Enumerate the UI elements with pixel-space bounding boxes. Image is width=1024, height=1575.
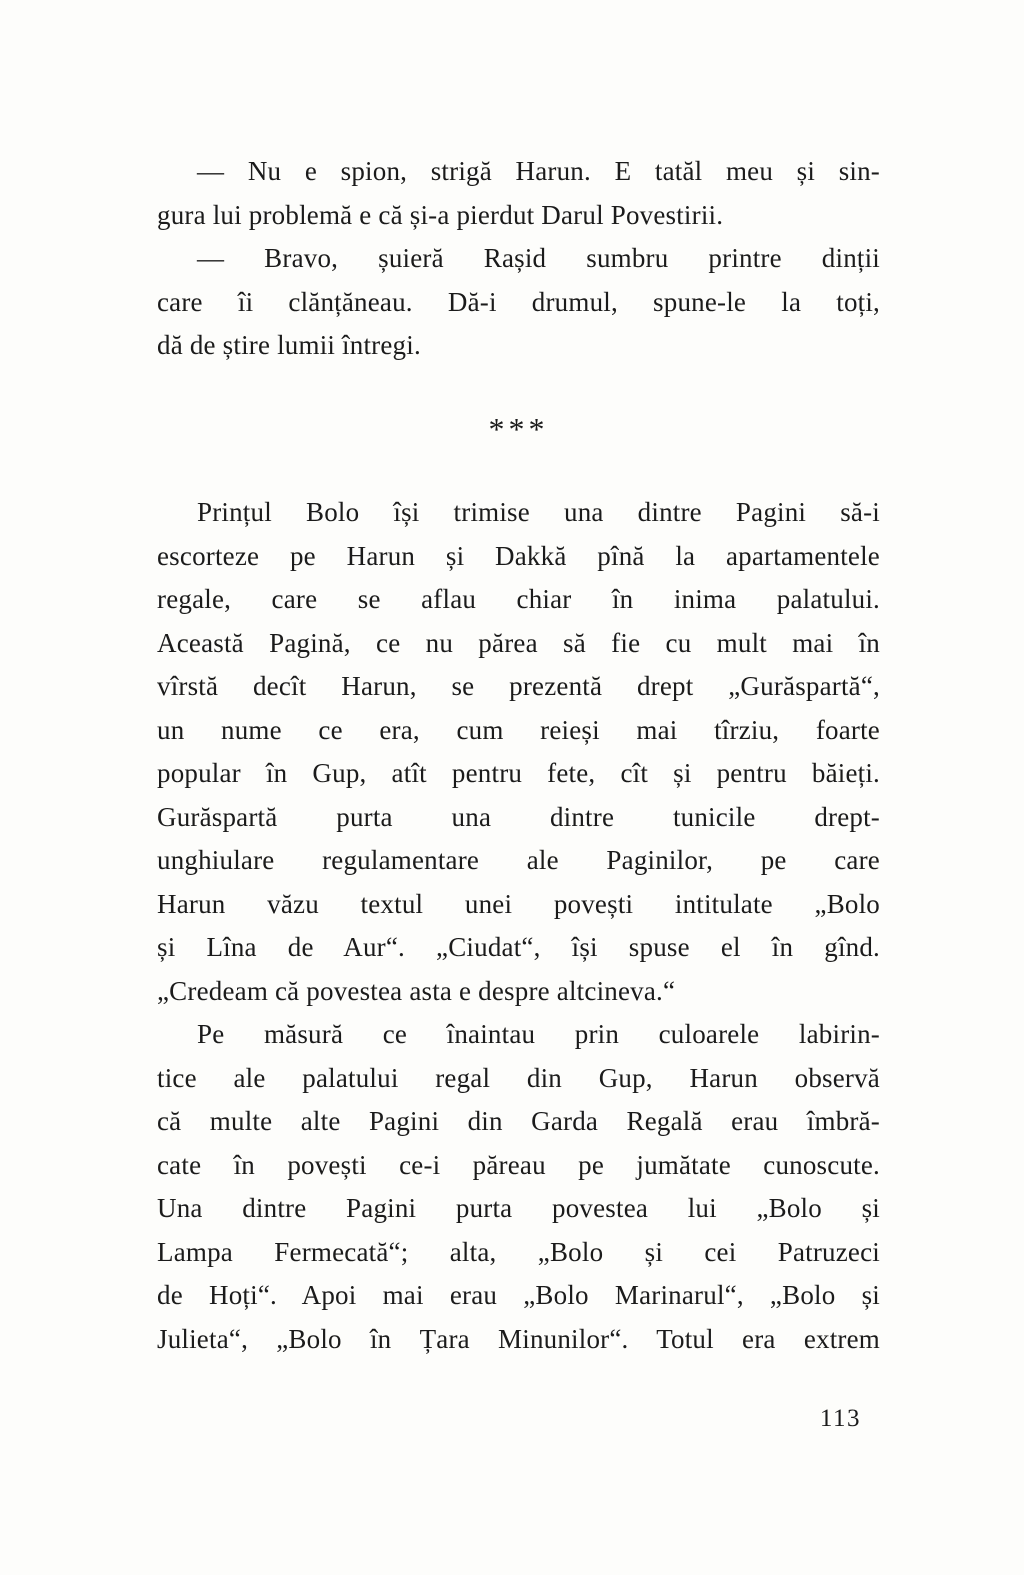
text-line: cate în povești ce-i păreau pe jumătate cunoscute. xyxy=(157,1149,880,1180)
text-line: — Nu e spion, strigă Harun. E tatăl meu și sin- xyxy=(197,156,880,186)
text-line: Gurăspartă purta una dintre tunicile drept- xyxy=(157,801,880,832)
text-line: „Credeam că povestea asta e despre altcineva.“ xyxy=(157,975,676,1006)
text-line: gura lui problemă e că și-a pierdut Darul Povestirii. xyxy=(157,199,724,230)
text-line: — Bravo, șuieră Rașid sumbru printre dinții xyxy=(197,243,880,273)
text-line: că multe alte Pagini din Garda Regală erau îmbră- xyxy=(157,1106,880,1136)
text-block xyxy=(157,150,880,1361)
paragraph xyxy=(157,1013,880,1361)
text-line: Harun văzu textul unei povești intitulate „Bolo xyxy=(157,888,880,919)
text-line: un nume ce era, cum reieși mai tîrziu, foarte xyxy=(157,714,880,745)
text-line: unghiulare regulamentare ale Paginilor, pe care xyxy=(157,845,880,875)
paragraph xyxy=(157,237,880,368)
text-line: Prințul Bolo își trimise una dintre Pagini să-i xyxy=(197,497,880,527)
text-line: regale, care se aflau chiar în inima palatului. xyxy=(157,584,880,614)
text-line: escorteze pe Harun și Dakkă pînă la apartamentele xyxy=(157,540,880,571)
text-line: Această Pagină, ce nu părea să fie cu mult mai în xyxy=(157,627,880,658)
paragraph xyxy=(157,491,880,1013)
paragraph xyxy=(157,150,880,237)
text-line: care îi clănțăneau. Dă-i drumul, spune-le la toți, xyxy=(157,286,880,317)
text-line: Pe măsură ce înaintau prin culoarele labirin- xyxy=(197,1019,880,1049)
page-number: 113 xyxy=(819,1405,861,1432)
text-line: Lampa Fermecată“; alta, „Bolo și cei Patruzeci xyxy=(157,1236,880,1267)
text-line: popular în Gup, atît pentru fete, cît și pentru băieți. xyxy=(157,758,880,788)
text-line: tice ale palatului regal din Gup, Harun observă xyxy=(157,1062,880,1093)
section-separator: *** xyxy=(488,410,549,447)
text-line: Una dintre Pagini purta povestea lui „Bolo și xyxy=(157,1193,880,1223)
text-line: dă de știre lumii întregi. xyxy=(157,330,421,360)
text-line: Julieta“, „Bolo în Țara Minunilor“. Totul era extrem xyxy=(157,1323,880,1354)
text-line: vîrstă decît Harun, se prezentă drept „Gurăspartă“, xyxy=(157,671,880,701)
text-line: și Lîna de Aur“. „Ciudat“, își spuse el în gînd. xyxy=(157,932,880,962)
text-line: de Hoți“. Apoi mai erau „Bolo Marinarul“, „Bolo și xyxy=(157,1280,880,1310)
